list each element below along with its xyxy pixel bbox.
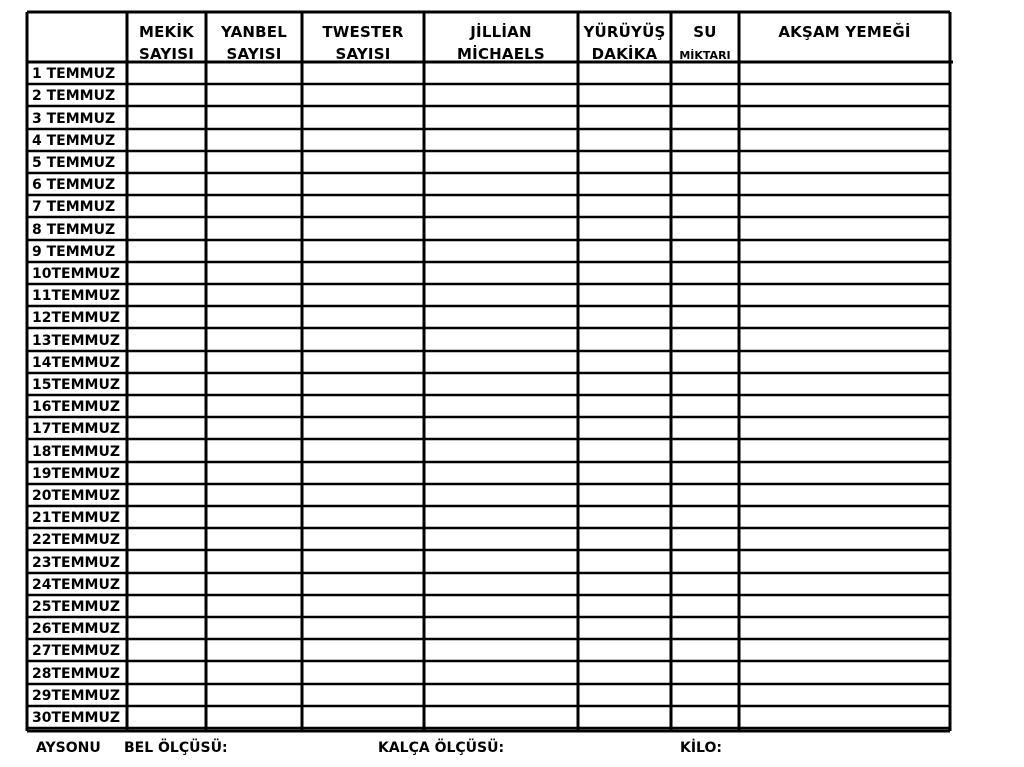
day-label: 13TEMMUZ <box>32 333 120 349</box>
header-su-line2: MİKTARI <box>679 49 731 62</box>
day-label: 17TEMMUZ <box>32 421 120 437</box>
day-label: 1 TEMMUZ <box>32 66 116 82</box>
day-label: 29TEMMUZ <box>32 688 120 704</box>
header-twester-line1: TWESTER <box>322 23 404 41</box>
header-yanbel-line2: SAYISI <box>226 45 282 63</box>
day-label: 28TEMMUZ <box>32 666 120 682</box>
header-jillian-line2: MİCHAELS <box>457 45 545 63</box>
day-label: 20TEMMUZ <box>32 488 120 504</box>
day-label: 9 TEMMUZ <box>32 244 116 260</box>
header-mekik-line1: MEKİK <box>138 23 195 41</box>
day-label: 12TEMMUZ <box>32 310 120 326</box>
header-twester-line2: SAYISI <box>335 45 391 63</box>
footer-weight-label: KİLO: <box>680 740 722 756</box>
footer-hip-label: KALÇA ÖLÇÜSÜ: <box>378 740 505 756</box>
table-header-row <box>139 22 911 63</box>
day-label: 24TEMMUZ <box>32 577 120 593</box>
day-label: 8 TEMMUZ <box>32 222 116 238</box>
day-label: 3 TEMMUZ <box>32 111 116 127</box>
day-label: 22TEMMUZ <box>32 532 120 548</box>
footer-month-end-label: AYSONU <box>36 740 101 756</box>
day-label: 26TEMMUZ <box>32 621 120 637</box>
day-label: 15TEMMUZ <box>32 377 120 393</box>
header-yuruyus-line1: YÜRÜYÜŞ <box>583 23 666 41</box>
day-label: 18TEMMUZ <box>32 444 120 460</box>
day-label: 23TEMMUZ <box>32 555 120 571</box>
header-yuruyus-line2: DAKİKA <box>591 45 658 63</box>
header-aksam-yemegi-line1: AKŞAM YEMEĞİ <box>778 23 911 41</box>
day-label: 10TEMMUZ <box>32 266 120 282</box>
footer-waist-label: BEL ÖLÇÜSÜ: <box>124 740 228 756</box>
header-mekik-line2: SAYISI <box>138 45 195 63</box>
day-label: 21TEMMUZ <box>32 510 120 526</box>
day-label: 7 TEMMUZ <box>32 199 116 215</box>
day-label: 30TEMMUZ <box>32 710 120 726</box>
day-label: 27TEMMUZ <box>32 643 120 659</box>
header-jillian-line1: JİLLİAN <box>470 23 532 41</box>
header-su-line1: SU <box>693 23 717 41</box>
day-label: 2 TEMMUZ <box>32 88 116 104</box>
day-label: 5 TEMMUZ <box>32 155 116 171</box>
table-grid <box>27 12 953 731</box>
day-label: 25TEMMUZ <box>32 599 120 615</box>
day-label: 19TEMMUZ <box>32 466 120 482</box>
day-label: 6 TEMMUZ <box>32 177 116 193</box>
day-label: 16TEMMUZ <box>32 399 120 415</box>
day-label: 4 TEMMUZ <box>32 133 116 149</box>
day-label: 11TEMMUZ <box>32 288 120 304</box>
day-label: 14TEMMUZ <box>32 355 120 371</box>
header-yanbel-line1: YANBEL <box>220 23 288 41</box>
footer <box>36 738 722 756</box>
